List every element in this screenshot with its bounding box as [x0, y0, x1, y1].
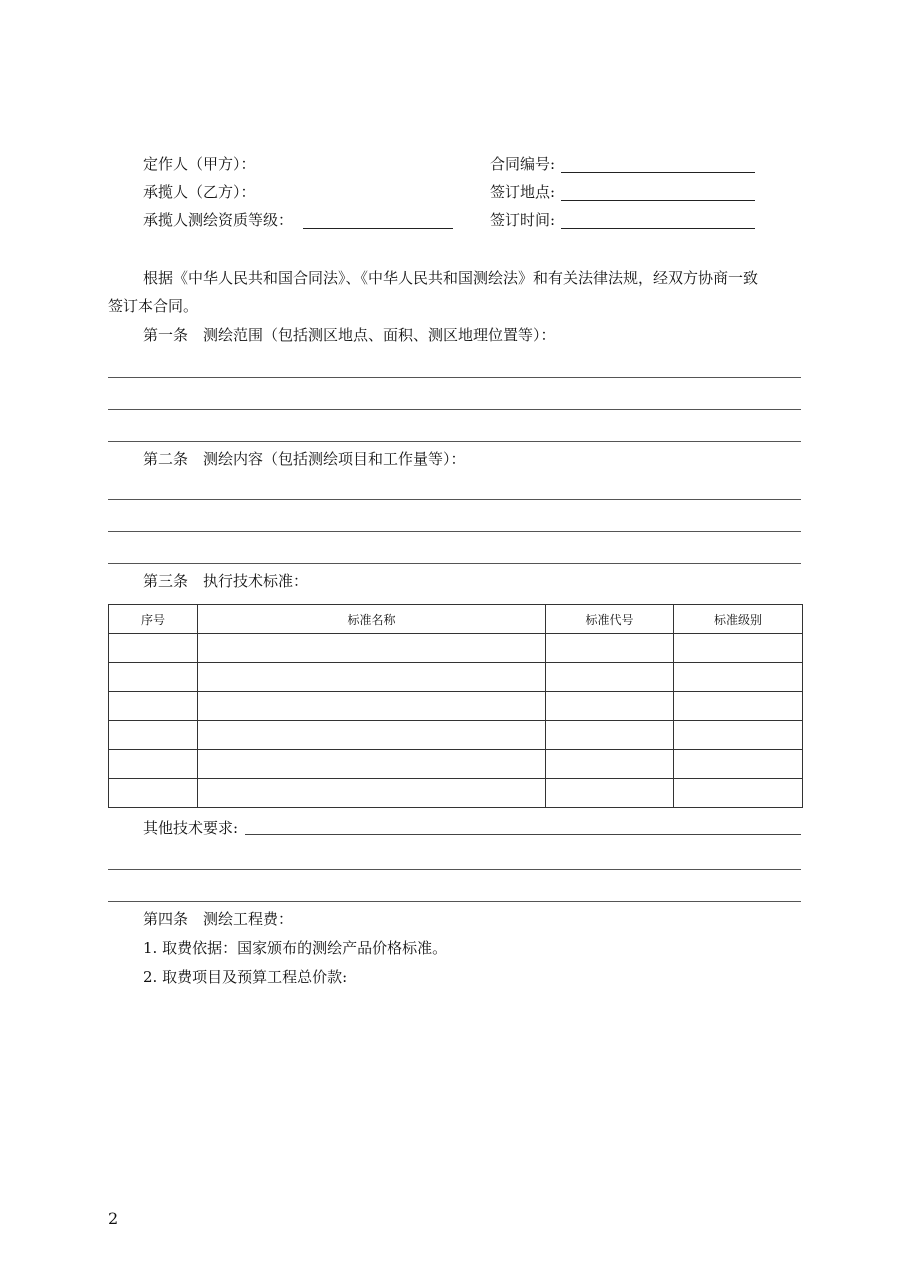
table-cell[interactable]: [109, 779, 198, 808]
table-cell[interactable]: [546, 779, 674, 808]
intro-line-2: 签订本合同。: [108, 297, 199, 315]
table-cell[interactable]: [674, 634, 803, 663]
table-cell[interactable]: [546, 692, 674, 721]
table-cell[interactable]: [109, 692, 198, 721]
fee-item-1: 1. 取费依据：国家颁布的测绘产品价格标准。: [143, 939, 448, 957]
table-cell[interactable]: [674, 721, 803, 750]
fee-item-2: 2. 取费项目及预算工程总价款:: [143, 968, 348, 986]
article-1-blank-line[interactable]: [108, 441, 801, 442]
table-cell[interactable]: [546, 634, 674, 663]
sign-place-blank[interactable]: [561, 200, 755, 201]
party-a-label: 定作人（甲方）：: [143, 155, 256, 173]
table-cell[interactable]: [198, 779, 546, 808]
table-cell[interactable]: [198, 721, 546, 750]
table-row: [109, 750, 803, 779]
table-row: [109, 692, 803, 721]
other-requirements-label: 其他技术要求:: [143, 819, 239, 837]
table-cell[interactable]: [674, 692, 803, 721]
table-row: [109, 663, 803, 692]
article-2-blank-line[interactable]: [108, 531, 801, 532]
other-requirements-blank-line[interactable]: [108, 901, 801, 902]
contract-no-label: 合同编号:: [490, 155, 556, 173]
page-number: 2: [108, 1209, 119, 1228]
intro-line-1: 根据《中华人民共和国合同法》、《中华人民共和国测绘法》和有关法律法规，经双方协商一致: [143, 269, 759, 287]
table-cell[interactable]: [198, 692, 546, 721]
table-header-row: [109, 605, 803, 634]
table-cell[interactable]: [198, 750, 546, 779]
article-1-heading: 第一条 测绘范围（包括测区地点、面积、测区地理位置等）：: [143, 326, 556, 344]
table-cell[interactable]: [674, 750, 803, 779]
sign-time-label: 签订时间:: [490, 211, 556, 229]
table-cell[interactable]: [109, 750, 198, 779]
article-1-blank-line[interactable]: [108, 377, 801, 378]
party-b-label: 承揽人（乙方）：: [143, 183, 256, 201]
table-cell[interactable]: [546, 663, 674, 692]
col-header-standard-code: 标准代号: [546, 605, 674, 634]
table-cell[interactable]: [674, 779, 803, 808]
article-2-blank-line[interactable]: [108, 499, 801, 500]
standards-table: [108, 604, 803, 808]
col-header-standard-level: 标准级别: [674, 605, 803, 634]
contract-no-blank[interactable]: [561, 172, 755, 173]
table-cell[interactable]: [198, 634, 546, 663]
table-row: [109, 721, 803, 750]
table-cell[interactable]: [546, 750, 674, 779]
table-cell[interactable]: [109, 721, 198, 750]
qualification-blank[interactable]: [303, 228, 453, 229]
article-2-heading: 第二条 测绘内容（包括测绘项目和工作量等）：: [143, 450, 466, 468]
table-cell[interactable]: [109, 634, 198, 663]
article-2-blank-line[interactable]: [108, 563, 801, 564]
col-header-standard-name: 标准名称: [198, 605, 546, 634]
table-cell[interactable]: [198, 663, 546, 692]
table-row: [109, 779, 803, 808]
article-4-heading: 第四条 测绘工程费：: [143, 910, 294, 928]
table-cell[interactable]: [109, 663, 198, 692]
other-requirements-blank-line[interactable]: [108, 869, 801, 870]
article-1-blank-line[interactable]: [108, 409, 801, 410]
table-cell[interactable]: [674, 663, 803, 692]
table-cell[interactable]: [546, 721, 674, 750]
table-row: [109, 634, 803, 663]
qualification-label: 承揽人测绘资质等级：: [143, 211, 294, 229]
other-requirements-blank[interactable]: [245, 834, 801, 835]
article-3-heading: 第三条 执行技术标准：: [143, 572, 309, 590]
sign-time-blank[interactable]: [561, 228, 755, 229]
sign-place-label: 签订地点:: [490, 183, 556, 201]
col-header-serial: 序号: [109, 605, 198, 634]
